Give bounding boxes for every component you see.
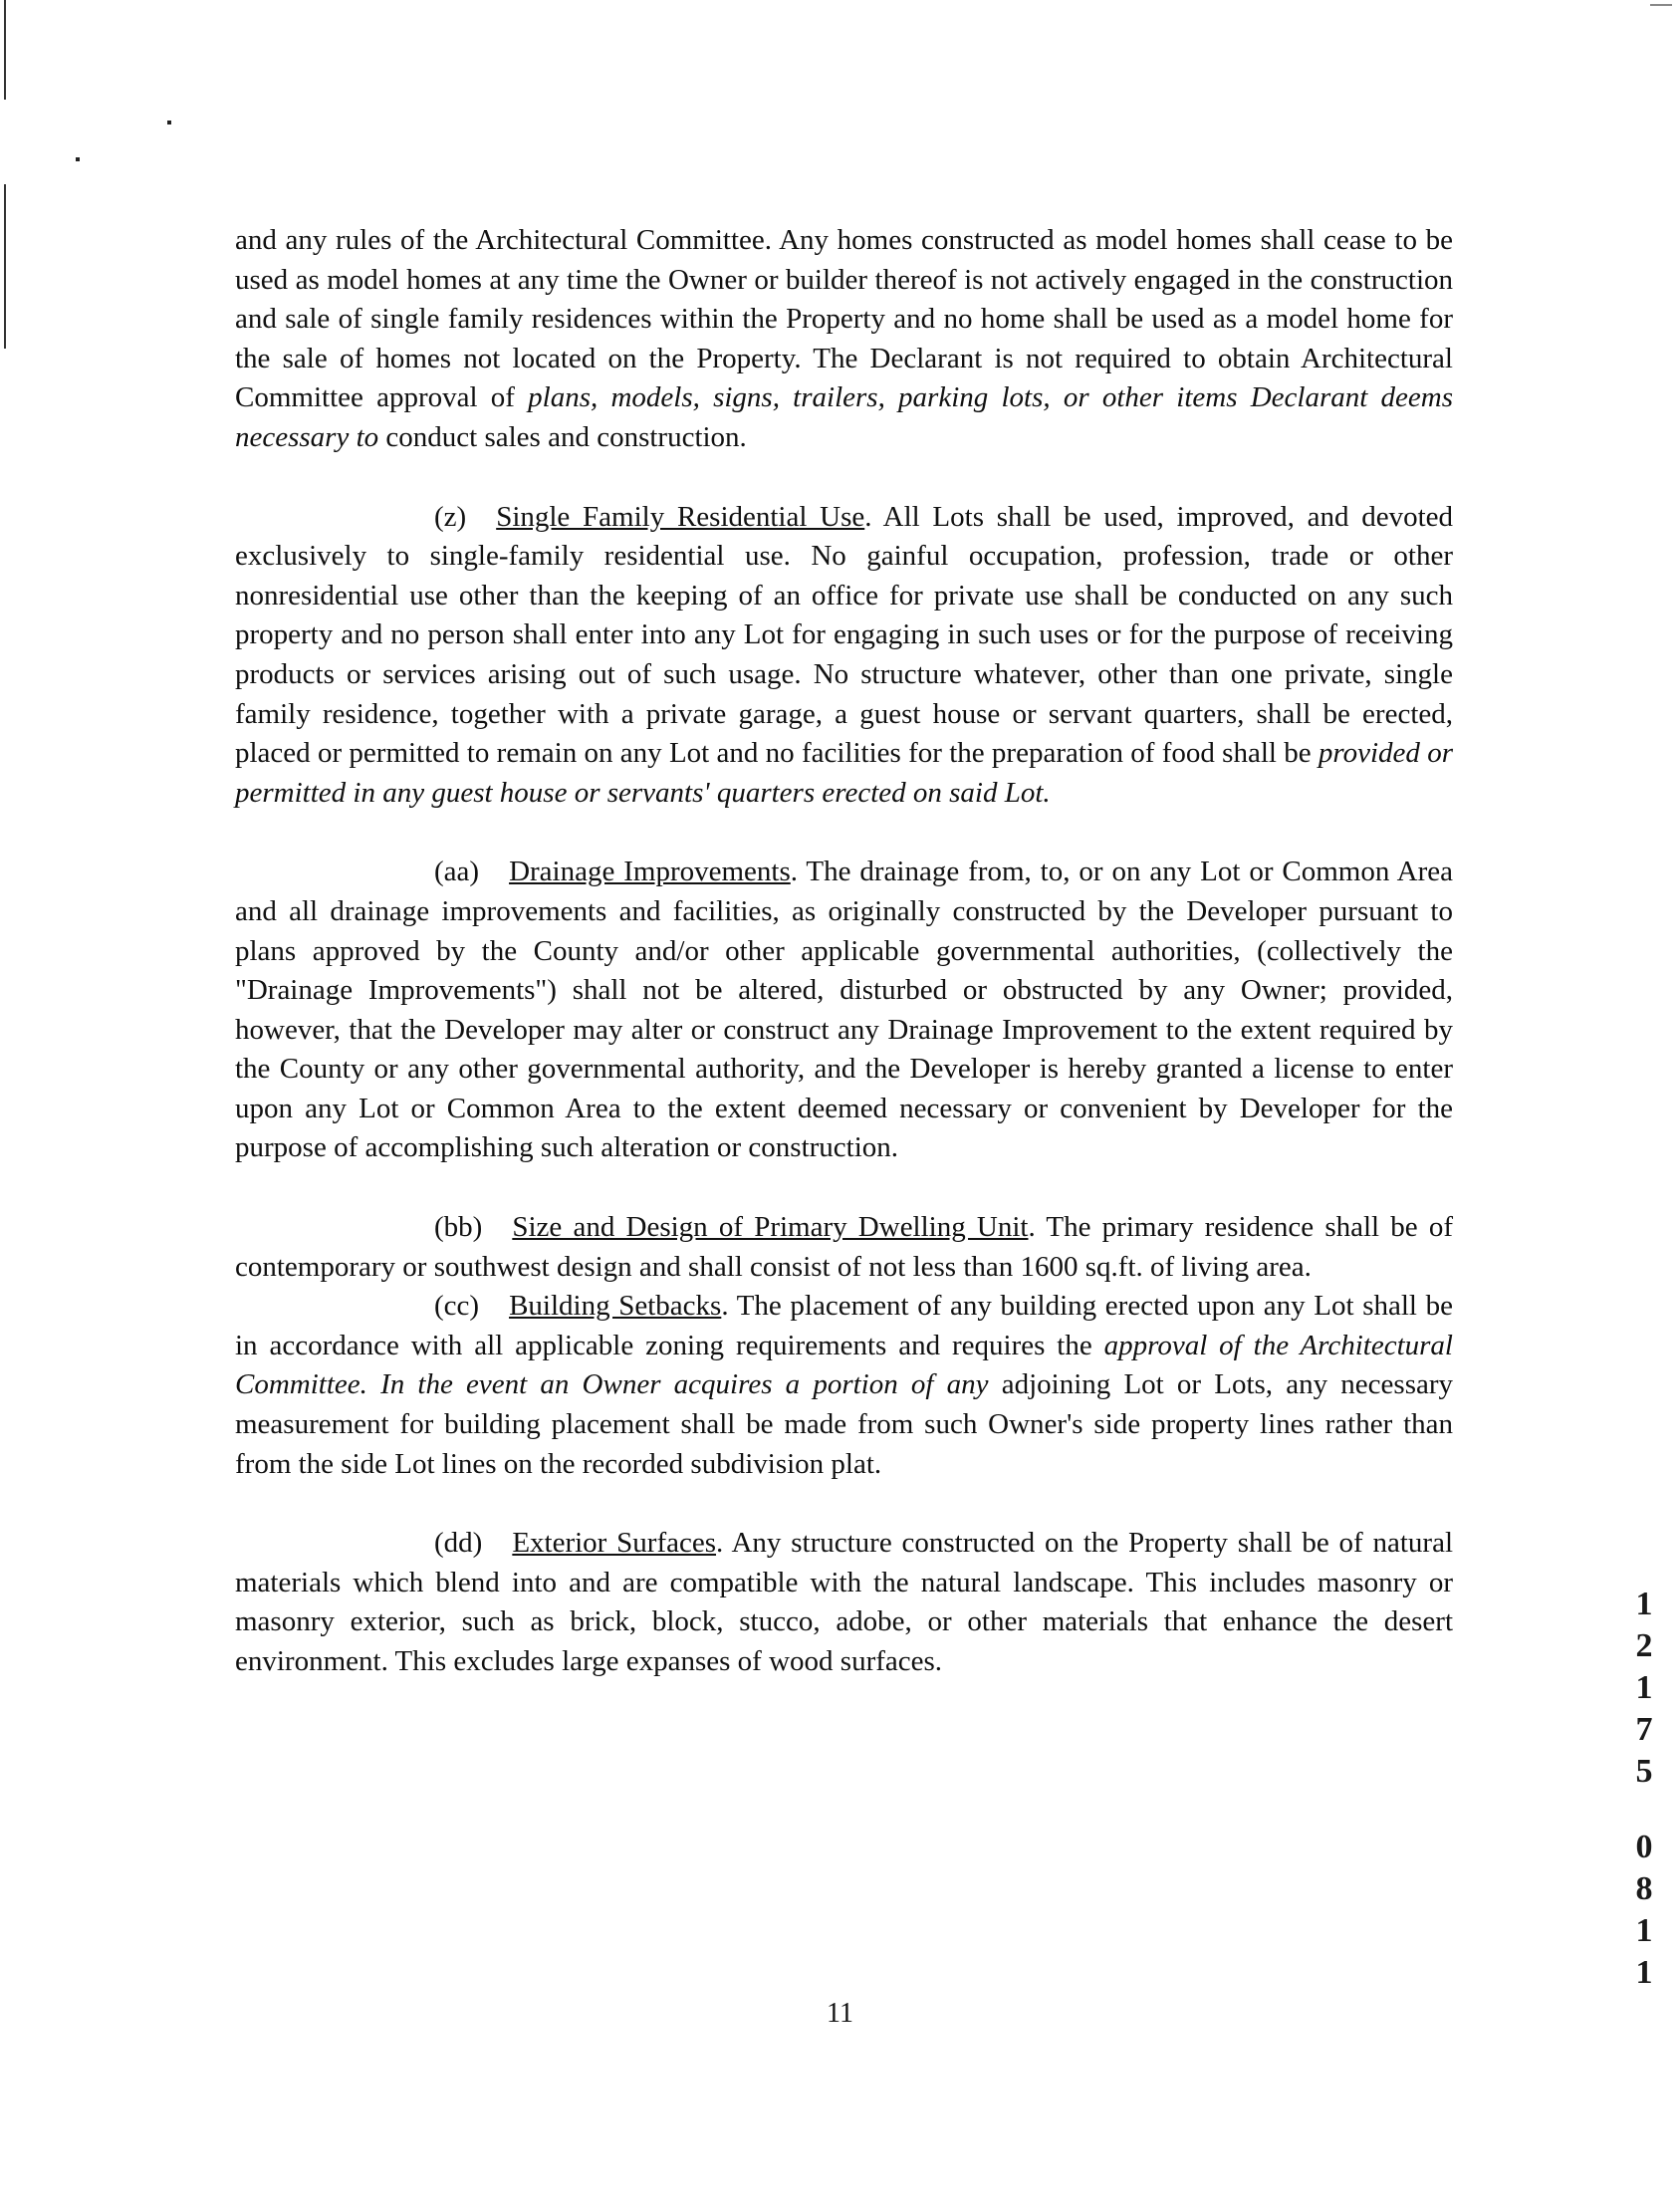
section-title: Single Family Residential Use xyxy=(496,500,865,533)
scan-edge-line xyxy=(4,184,6,349)
section-number: (bb) xyxy=(434,1211,483,1244)
scan-corner-mark xyxy=(1650,4,1672,9)
section-number: (aa) xyxy=(434,856,480,888)
section-number: (z) xyxy=(434,500,467,533)
section-bb: (bb) Size and Design of Primary Dwelling Unit. The primary residence shall be of contemporary or southwest design and shall consist of not less than 1600 sq.ft. of living area. xyxy=(235,1208,1453,1287)
document-body xyxy=(235,221,1453,1722)
scan-edge-line xyxy=(4,0,6,100)
section-title: Exterior Surfaces xyxy=(512,1527,717,1560)
section-title: Building Setbacks xyxy=(509,1290,722,1323)
section-dd: (dd) Exterior Surfaces. Any structure constructed on the Property shall be of natural materials which blend into and are compatible with the natural landscape. This includes masonry or masonry exterior, such as brick, block, stucco, adobe, or other materials that enhance the desert environment. This excludes large expanses of wood surfaces. xyxy=(235,1524,1453,1681)
continuation-paragraph: and any rules of the Architectural Committee. Any homes constructed as model homes shall cease to be used as model homes at any time the Owner or builder thereof is not actively engaged in the construction and sale of single family residences within the Property and no home shall be used as a model home for the sale of homes not located on the Property. The Declarant is not required to obtain Architectural Committee approval of plans, models, signs, trailers, parking lots, or other items Declarant deems necessary to conduct sales and construction. xyxy=(235,224,1453,453)
scan-speck xyxy=(76,157,80,161)
section-aa: (aa) Drainage Improvements. The drainage from, to, or on any Lot or Common Area and all drainage improvements and facilities, as originally constructed by the Developer pursuant to plans approved by the County and/or other applicable governmental authorities, (collectively the "Drainage Improvements") shall not be altered, disturbed or obstructed by any Owner; provided, however, that the Developer may alter or construct any Drainage Improvement to the extent required by the County or any other governmental authority, and the Developer is hereby granted a license to enter upon any Lot or Common Area to the extent deemed necessary or convenient by Developer for the purpose of accomplishing such alteration or construction. xyxy=(235,853,1453,1168)
recording-book-stamp: 1 2 1 7 5 0 8 1 1 xyxy=(1635,1586,1653,1991)
section-z: (z) Single Family Residential Use. All Lots shall be used, improved, and devoted exclusively to single-family residential use. No gainful occupation, profession, trade or other nonresidential use other than the keeping of an office for private use shall be conducted on any such property and no person shall enter into any Lot for engaging in such uses or for the purpose of receiving products or services arising out of such usage. No structure whatever, other than one private, single family residence, together with a private garage, a guest house or servant quarters, shall be erected, placed or permitted to remain on any Lot and no facilities for the preparation of food shall be provided or permitted in any guest house or servants' quarters erected on said Lot. xyxy=(235,498,1453,814)
section-cc: (cc) Building Setbacks. The placement of any building erected upon any Lot shall be in accordance with all applicable zoning requirements and requires the approval of the Architectural Committee. In the event an Owner acquires a portion of any adjoining Lot or Lots, any necessary measurement for building placement shall be made from such Owner's side property lines rather than from the side Lot lines on the recorded subdivision plat. xyxy=(235,1287,1453,1484)
section-title: Drainage Improvements xyxy=(509,856,791,888)
section-number: (dd) xyxy=(434,1527,483,1560)
section-number: (cc) xyxy=(434,1290,480,1323)
scan-speck xyxy=(167,121,171,124)
page-number: 11 xyxy=(827,1998,853,2029)
section-title: Size and Design of Primary Dwelling Unit xyxy=(512,1211,1029,1244)
